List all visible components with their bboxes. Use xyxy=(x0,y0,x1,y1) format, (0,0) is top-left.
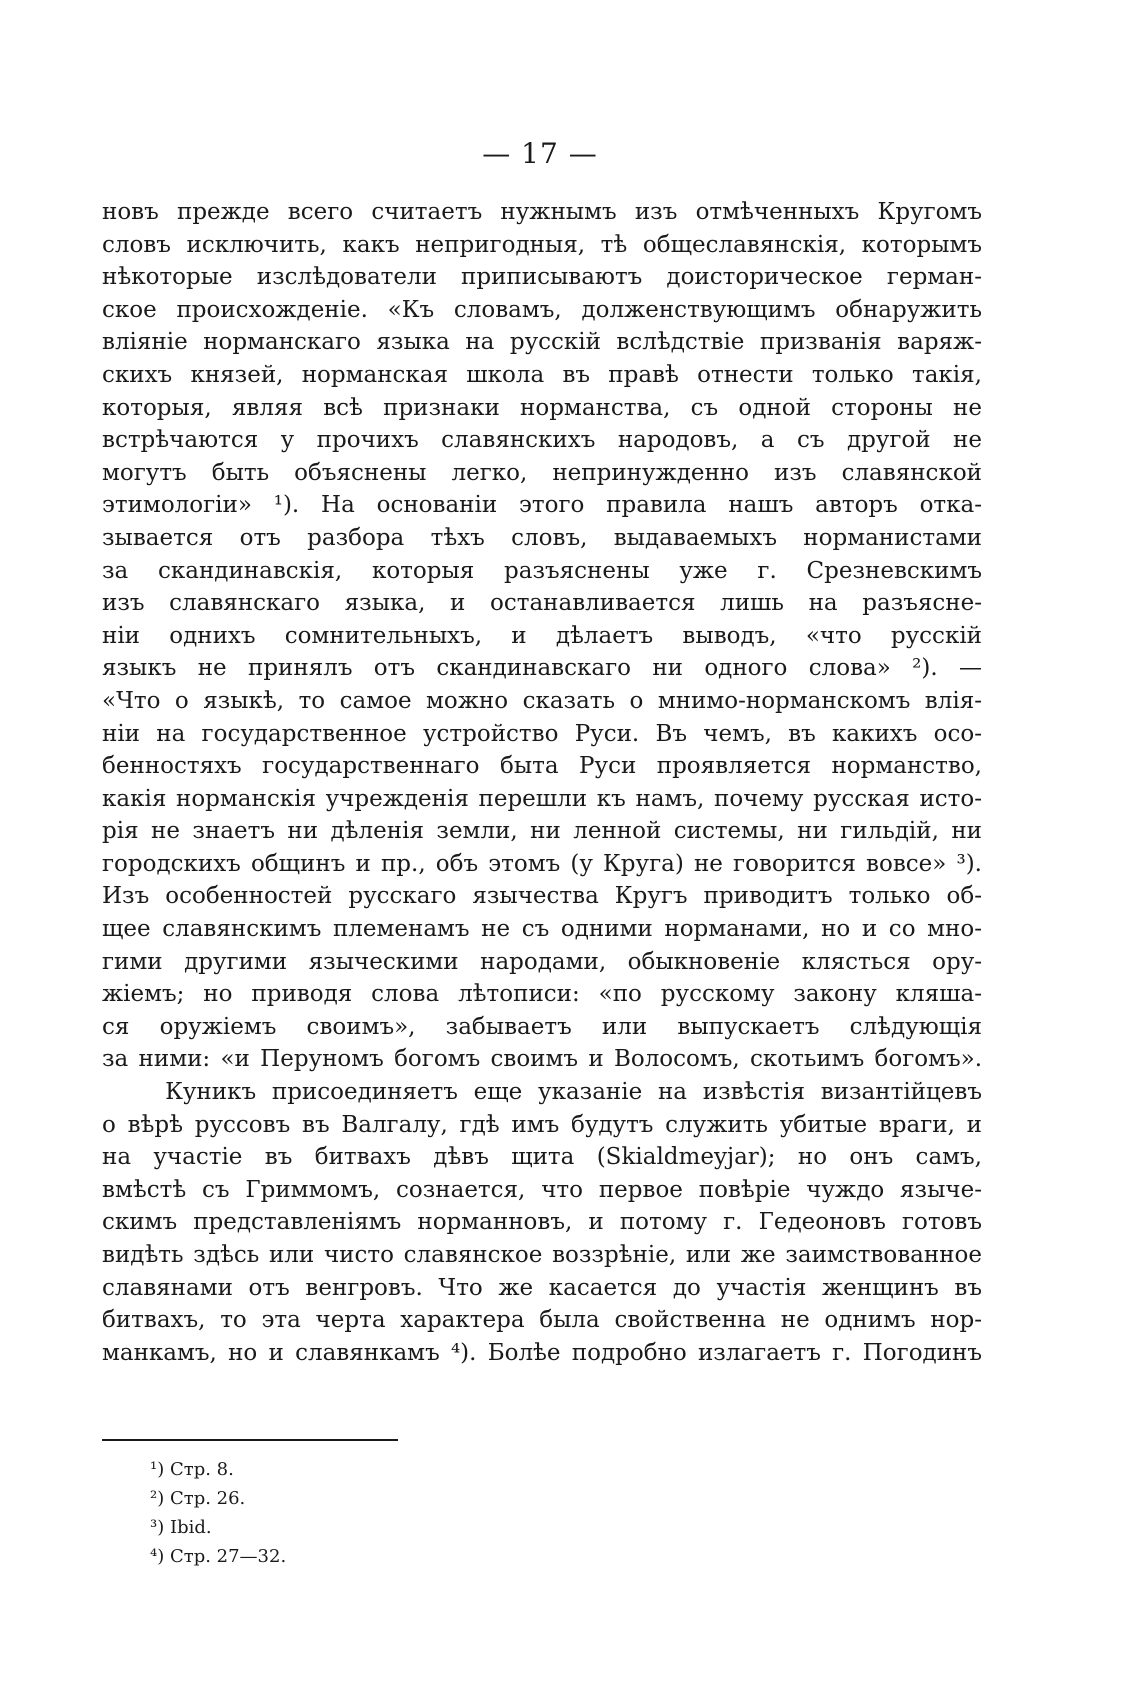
footnote: ⁴) Стр. 27—32. xyxy=(150,1546,287,1567)
text-line: о вѣрѣ руссовъ въ Валгалу, гдѣ имъ будутъ служить убитые враги, и xyxy=(102,1111,982,1138)
text-line: на участіе въ битвахъ дѣвъ щита (Skialdmeyjar); но онъ самъ, xyxy=(102,1144,982,1171)
text-line: этимологіи» ¹). На основаніи этого правила нашъ авторъ отка- xyxy=(102,492,982,519)
text-line: рія не знаетъ ни дѣленія земли, ни ленной системы, ни гильдій, ни xyxy=(102,818,982,845)
text-line: за скандинавскія, которыя разъяснены уже г. Срезневскимъ xyxy=(102,557,982,584)
text-line: скихъ князей, норманская школа въ правѣ отнести только такія, xyxy=(102,361,982,388)
text-line: встрѣчаются у прочихъ славянскихъ народовъ, а съ другой не xyxy=(102,427,982,454)
text-line: манкамъ, но и славянкамъ ⁴). Болѣе подробно излагаетъ г. Погодинъ xyxy=(102,1339,982,1366)
text-line: городскихъ общинъ и пр., объ этомъ (у Круга) не говорится вовсе» ³). xyxy=(102,850,982,877)
text-line: жіемъ; но приводя слова лѣтописи: «по русскому закону кляша- xyxy=(102,981,982,1008)
text-line: битвахъ, то эта черта характера была свойственна не однимъ нор- xyxy=(102,1307,982,1334)
text-line: языкъ не принялъ отъ скандинавскаго ни одного слова» ²). — xyxy=(102,655,982,682)
footnotes xyxy=(150,1455,286,1571)
text-line: которыя, являя всѣ признаки норманства, съ одной стороны не xyxy=(102,394,982,421)
text-line: видѣть здѣсь или чисто славянское воззрѣніе, или же заимствованное xyxy=(102,1242,982,1268)
text-line: Изъ особенностей русскаго язычества Кругъ приводитъ только об- xyxy=(102,883,982,910)
footnote-divider xyxy=(102,1439,398,1441)
text-line: ся оружіемъ своимъ», забываетъ или выпускаетъ слѣдующія xyxy=(102,1013,982,1040)
text-line: словъ исключить, какъ непригодныя, тѣ общеславянскія, которымъ xyxy=(102,231,982,258)
footnote: ²) Стр. 26. xyxy=(150,1488,246,1509)
text-line: ніи на государственное устройство Руси. Въ чемъ, въ какихъ осо- xyxy=(102,720,982,747)
text-line: славянами отъ венгровъ. Что же касается до участія женщинъ въ xyxy=(102,1274,982,1301)
text-line: зывается отъ разбора тѣхъ словъ, выдаваемыхъ норманистами xyxy=(102,524,982,551)
text-line: скимъ представленіямъ норманновъ, и потому г. Гедеоновъ готовъ xyxy=(102,1209,982,1236)
text-line: бенностяхъ государственнаго быта Руси проявляется норманство, xyxy=(102,753,982,780)
text-line: новъ прежде всего считаетъ нужнымъ изъ отмѣченныхъ Кругомъ xyxy=(102,199,982,225)
text-line: за ними: «и Перуномъ богомъ своимъ и Волосомъ, скотьимъ богомъ». xyxy=(102,1046,982,1073)
page-number: — 17 — xyxy=(482,137,598,170)
text-line: нѣкоторые изслѣдователи приписываютъ доисторическое герман- xyxy=(102,264,982,291)
text-line: какія норманскія учрежденія перешли къ намъ, почему русская исто- xyxy=(102,785,982,812)
text-line: изъ славянскаго языка, и останавливается лишь на разъясне- xyxy=(102,590,982,617)
footnote: ³) Ibid. xyxy=(150,1517,212,1538)
text-line: гими другими языческими народами, обыкновеніе клясться ору- xyxy=(102,948,982,975)
footnote: ¹) Стр. 8. xyxy=(150,1459,234,1480)
text-line: щее славянскимъ племенамъ не съ одними норманами, но и со мно- xyxy=(102,916,982,943)
text-line: вліяніе норманскаго языка на русскій вслѣдствіе призванія варяж- xyxy=(102,329,982,356)
text-line: «Что о языкѣ, то самое можно сказать о мнимо-норманскомъ влія- xyxy=(102,687,982,714)
text-line: вмѣстѣ съ Гриммомъ, сознается, что первое повѣріе чуждо языче- xyxy=(102,1176,982,1203)
text-line: Куникъ присоединяетъ еще указаніе на извѣстія византійцевъ xyxy=(102,1079,982,1106)
text-line: ское происхожденіе. «Къ словамъ, долженствующимъ обнаружить xyxy=(102,296,982,323)
text-line: могутъ быть объяснены легко, непринужденно изъ славянской xyxy=(102,459,982,486)
body-text xyxy=(102,196,982,1369)
text-line: ніи однихъ сомнительныхъ, и дѣлаетъ выводъ, «что русскій xyxy=(102,622,982,649)
